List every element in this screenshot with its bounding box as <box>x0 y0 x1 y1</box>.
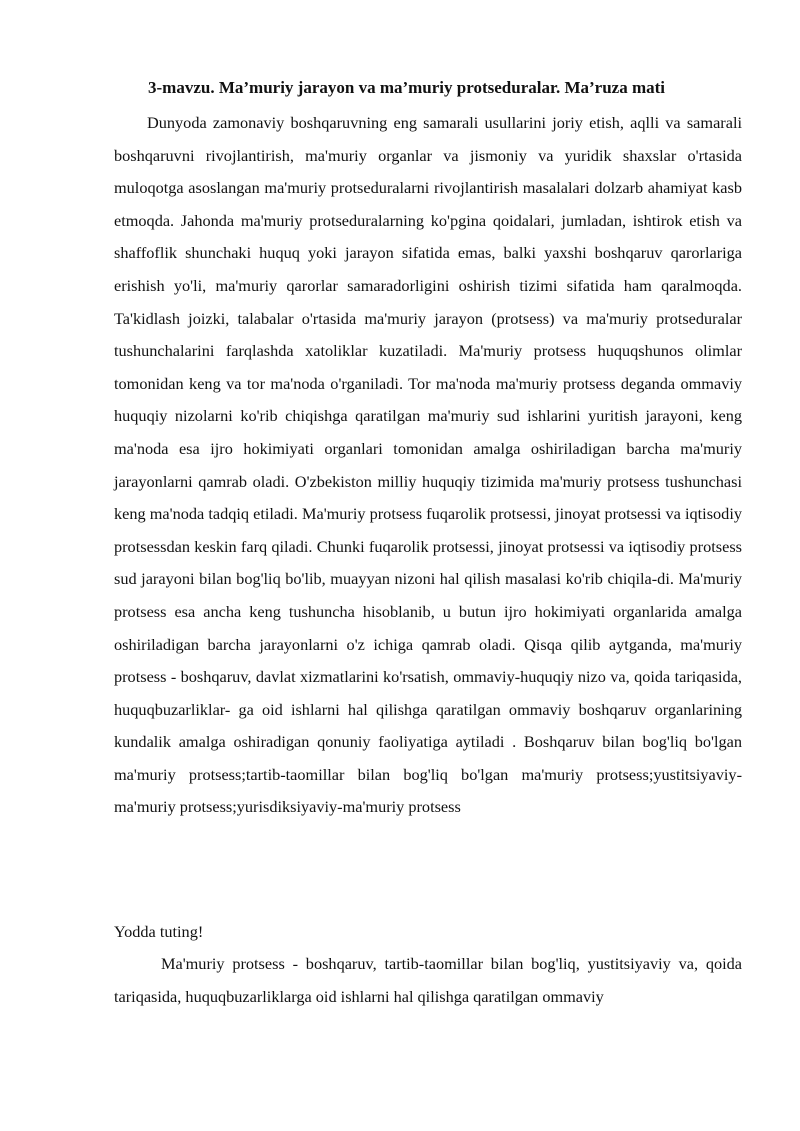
main-paragraph: Dunyoda zamonaviy boshqaruvning eng samarali usullarini joriy etish, aqlli va samarali boshqaruvni rivojlantirish, ma'muriy organlar va jismoniy va yuridik shaxslar o'rtasida muloqotga asoslangan ma'muriy protseduralarni rivojlantirish masalalari dolzarb ahamiyat kasb etmoqda. Jahonda ma'muriy protseduralarning ko'pgina qoidalari, jumladan, ishtirok etish va shaffoflik shunchaki huquq yoki jarayon sifatida emas, balki yaxshi boshqaruv qarorlariga erishish yo'li, ma'muriy qarorlar samaradorligini oshirish tizimi sifatida ham qaralmoqda. Ta'kidlash joizki, talabalar o'rtasida ma'muriy jarayon (protsess) va ma'muriy protseduralar tushunchalarini farqlashda xatoliklar kuzatiladi. Ma'muriy protsess huquqshunos olimlar tomonidan keng va tor ma'noda o'rganiladi. Tor ma'noda ma'muriy protsess deganda ommaviy huquqiy nizolarni ko'rib chiqishga qaratilgan ma'muriy sud ishlarini yuritish jarayoni, keng ma'noda esa ijro hokimiyati organlari tomonidan amalga oshiriladigan barcha ma'muriy jarayonlarni qamrab oladi. O'zbekiston milliy huquqiy tizimida ma'muriy protsess tushunchasi keng ma'noda tadqiq etiladi. Ma'muriy protsess fuqarolik protsessi, jinoyat protsessi va iqtisodiy protsessdan keskin farq qiladi. Chunki fuqarolik protsessi, jinoyat protsessi va iqtisodiy protsess sud jarayoni bilan bog'liq bo'lib, muayyan nizoni hal qilish masalasi ko'rib chiqila-di. Ma'muriy protsess esa ancha keng tushuncha hisoblanib, u butun ijro hokimiyati organlarida amalga oshiriladigan barcha jarayonlarni o'z ichiga qamrab oladi. Qisqa qilib aytganda, ma'muriy protsess - boshqaruv, davlat xizmatlarini ko'rsatish, ommaviy-huquqiy nizo va, qoida tariqasida, huquqbuzarliklar- ga oid ishlarni hal qilishga qaratilgan ommaviy boshqaruv organlarining kundalik amalga oshiradigan qonuniy faoliyatiga aytiladi . Boshqaruv bilan bog'liq bo'lgan ma'muriy protsess;tartib-taomillar bilan bog'liq bo'lgan ma'muriy protsess;yustitsiyaviy-ma'muriy protsess;yurisdiksiyaviy-ma'muriy protsess <box>114 113 742 817</box>
definition-paragraph: Ma'muriy protsess - boshqaruv, tartib-taomillar bilan bog'liq, yustitsiyaviy va, qoida tariqasida, huquqbuzarliklarga oid ishlarni hal qilishga qaratilgan ommaviy <box>114 954 742 1006</box>
note-label: Yodda tuting! <box>114 922 204 941</box>
page-title: 3-mavzu. Ma’muriy jarayon va ma’muriy protseduralar. Ma’ruza mati <box>148 78 666 97</box>
